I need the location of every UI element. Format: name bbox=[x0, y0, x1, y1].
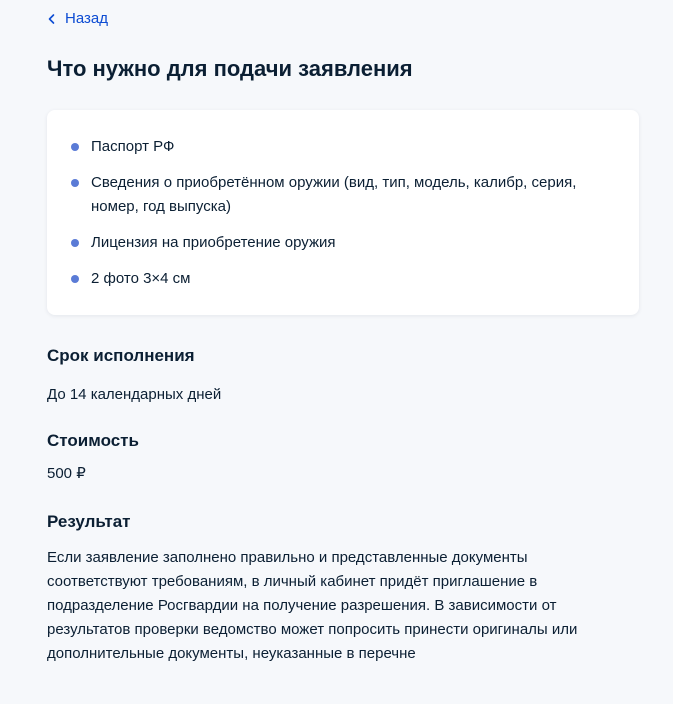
back-link[interactable] bbox=[47, 10, 108, 27]
list-item bbox=[71, 171, 615, 219]
list-item-label: Лицензия на приобретение оружия bbox=[91, 234, 336, 251]
bullet-dot-icon bbox=[71, 143, 79, 151]
list-item-label: Сведения о приобретённом оружии (вид, тип, модель, калибр, серия, номер, год выпуска) bbox=[91, 174, 577, 215]
bullet-dot-icon bbox=[71, 239, 79, 247]
deadline-text: До 14 календарных дней bbox=[47, 386, 222, 403]
page-title: Что нужно для подачи заявления bbox=[47, 56, 413, 81]
cost-heading: Стоимость bbox=[47, 431, 139, 450]
documents-list bbox=[71, 135, 615, 291]
chevron-left-icon bbox=[47, 12, 57, 26]
deadline-heading: Срок исполнения bbox=[47, 346, 195, 365]
list-item-label: Паспорт РФ bbox=[91, 138, 175, 155]
list-item bbox=[71, 267, 615, 291]
result-heading: Результат bbox=[47, 512, 131, 531]
result-text: Если заявление заполнено правильно и представленные документы соответствуют требованиям, в личный кабинет придёт приглашение в подразделение Росгвардии на получение разрешения. В зависимости от результатов проверки ведомство может попросить принести оригиналы или дополнительные документы, неуказанные в перечне bbox=[47, 549, 578, 662]
bullet-dot-icon bbox=[71, 275, 79, 283]
list-item bbox=[71, 135, 615, 159]
bullet-dot-icon bbox=[71, 179, 79, 187]
documents-card bbox=[47, 110, 639, 315]
back-link-label: Назад bbox=[65, 10, 108, 27]
cost-text: 500 ₽ bbox=[47, 465, 86, 482]
list-item-label: 2 фото 3×4 см bbox=[91, 270, 191, 287]
list-item bbox=[71, 231, 615, 255]
